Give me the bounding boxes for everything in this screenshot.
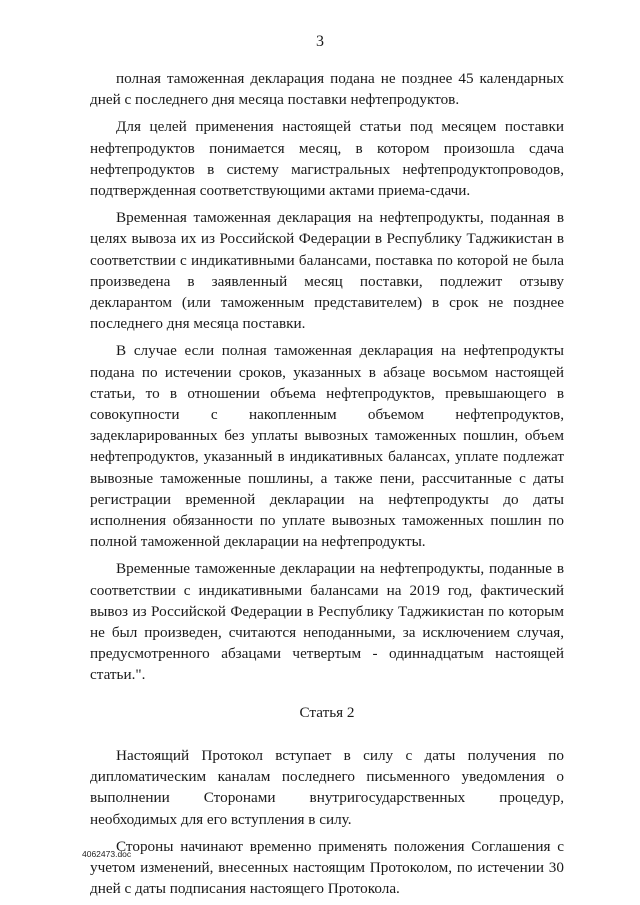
paragraph-1: полная таможенная декларация подана не позднее 45 календарных дней с последнего дня месяца поставки нефтепродуктов. <box>90 70 564 109</box>
footer-filename: 4062473.doc <box>82 849 132 859</box>
document-body <box>90 68 564 905</box>
article-paragraph-1: Настоящий Протокол вступает в силу с даты получения по дипломатическим каналам последнего письменного уведомления о выполнении Сторонами внутригосударственных процедур, необходимых для его вступления в силу. <box>90 746 564 828</box>
article-heading: Статья 2 <box>299 703 355 721</box>
page-number: 3 <box>316 33 324 50</box>
paragraph-5: Временные таможенные декларации на нефтепродукты, поданные в соответствии с индикативными балансами на 2019 год, фактический вывоз из Российской Федерации в Республику Таджикистан по которым не был произведен, считаются неподанными, за исключением случая, предусмотренного абзацами четвертым - одиннадцатым настоящей статьи.". <box>90 560 564 684</box>
paragraph-4: В случае если полная таможенная декларация на нефтепродукты подана по истечении сроков, указанных в абзаце восьмом настоящей статьи, то в отношении объема нефтепродуктов, превышающего в совокупности с накопленным объемом нефтепродуктов, задекларированных без уплаты вывозных таможенных пошлин, объем нефтепродуктов, указанный в индикативных балансах, уплате подлежат вывозные таможенные пошлины, а также пени, рассчитанные с даты регистрации временной декларации на нефтепродукты до даты исполнения обязанности по уплате вывозных таможенных пошлин по полной таможенной декларации на нефтепродукты. <box>90 342 564 551</box>
paragraph-3: Временная таможенная декларация на нефтепродукты, поданная в целях вывоза их из Российской Федерации в Республику Таджикистан в соответствии с индикативными балансами, поставка по которой не была произведена в заявленный месяц поставки, подлежит отзыву декларантом (или таможенным представителем) в срок не позднее последнего дня месяца поставки. <box>90 209 564 333</box>
paragraph-2: Для целей применения настоящей статьи под месяцем поставки нефтепродуктов понимается месяц, в котором произошла сдача нефтепродуктов в систему магистральных нефтепродуктопроводов, подтвержденная соответствующими актами приема-сдачи. <box>90 118 564 200</box>
article-paragraph-2: Стороны начинают временно применять положения Соглашения с учетом изменений, внесенных настоящим Протоколом, по истечении 30 дней с даты подписания настоящего Протокола. <box>90 837 564 898</box>
